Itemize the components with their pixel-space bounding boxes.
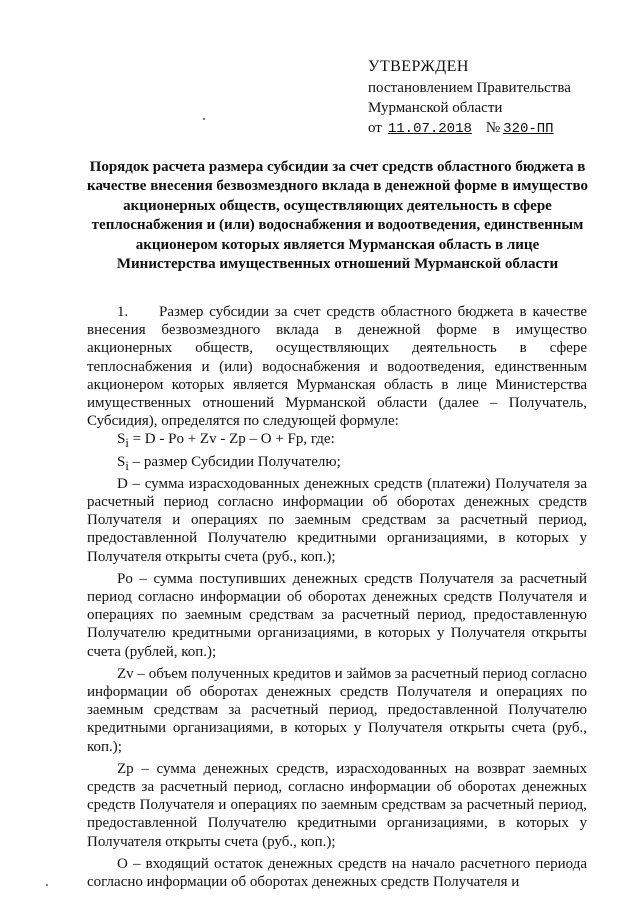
approval-date-line	[368, 118, 573, 139]
si-subscript: i	[125, 458, 129, 473]
formula-rhs: = D - Po + Zv - Zp – O + Fp, где:	[128, 431, 335, 448]
approval-block	[368, 57, 573, 139]
zp-definition: Zp – сумма денежных средств, израсходованных на возврат заемных средств за расчетный период, согласно информации об оборотах денежных средств Получателя и операциях по заемным средствам за расчетный период, предоставленной Получателю кредитными организациями, в которых у Получателя открыты счета (руб., коп.);	[87, 760, 587, 850]
item-number: 1.	[117, 304, 129, 320]
si-definition	[87, 453, 587, 475]
approval-heading: УТВЕРЖДЕН	[368, 58, 469, 75]
document-body	[87, 303, 587, 891]
si-text: – размер Субсидии Получателю;	[128, 453, 341, 470]
scan-speck-bottom	[46, 884, 48, 886]
paragraph-1	[87, 303, 587, 430]
scan-speck	[203, 118, 205, 120]
formula-subscript: i	[125, 436, 129, 451]
formula-line	[87, 430, 587, 452]
o-definition: O – входящий остаток денежных средств на начало расчетного периода согласно информации об оборотах денежных средств Получателя и	[87, 855, 587, 891]
approval-date: 11.07.2018	[387, 121, 472, 137]
item-text: Размер субсидии за счет средств областного бюджета в качестве внесения безвозмездного вклада в денежной форме в имущество акционерных обществ, осуществляющих деятельность в сфере теплоснабжения и (или) водоснабжения и водоотведения, единственным акционером которых является Мурманская область в лице Министерства имущественных отношений Мурманской области (далее – Получатель, Субсидия), определятся по следующей формуле:	[87, 304, 587, 430]
approval-line-2: Мурманской области	[368, 100, 503, 116]
approval-number: 320-ПП	[503, 121, 554, 137]
document-title: Порядок расчета размера субсидии за счет средств областного бюджета в качестве внесения безвозмездного вклада в денежной форме в имущество акционерных обществ, осуществляющих деятельность в сфере теплоснабжения и (или) водоснабжения и водоотведения, единственным акционером которых является Мурманская область в лице Министерства имущественных отношений Мурманской области	[87, 159, 588, 273]
po-definition: Po – сумма поступивших денежных средств Получателя за расчетный период согласно информации об оборотах денежных средств Получателя и операциях по заемным средствам за расчетный период, предоставленную Получателю кредитными организациями, в которых у Получателя открыты счета (рублей, коп.);	[87, 570, 587, 660]
formula-lhs: S	[117, 431, 126, 448]
zv-definition: Zv – объем полученных кредитов и займов за расчетный период согласно информации об оборотах денежных средств Получателя и операциях по заемным средствам за расчетный период, предоставленной Получателю кредитными организациями, в которых у Получателя открыты счета (руб., коп.);	[87, 665, 587, 755]
date-prefix: от	[368, 120, 382, 136]
number-prefix: №	[485, 120, 501, 136]
si-var: S	[117, 453, 126, 470]
approval-line-1: постановлением Правительства	[368, 80, 571, 96]
d-definition: D – сумма израсходованных денежных средств (платежи) Получателя за расчетный период согласно информации об оборотах денежных средств Получателя и операциях по заемным средствам за расчетный период, предоставленной Получателю кредитными организациями, в которых у Получателя открыты счета (руб., коп.);	[87, 475, 587, 565]
